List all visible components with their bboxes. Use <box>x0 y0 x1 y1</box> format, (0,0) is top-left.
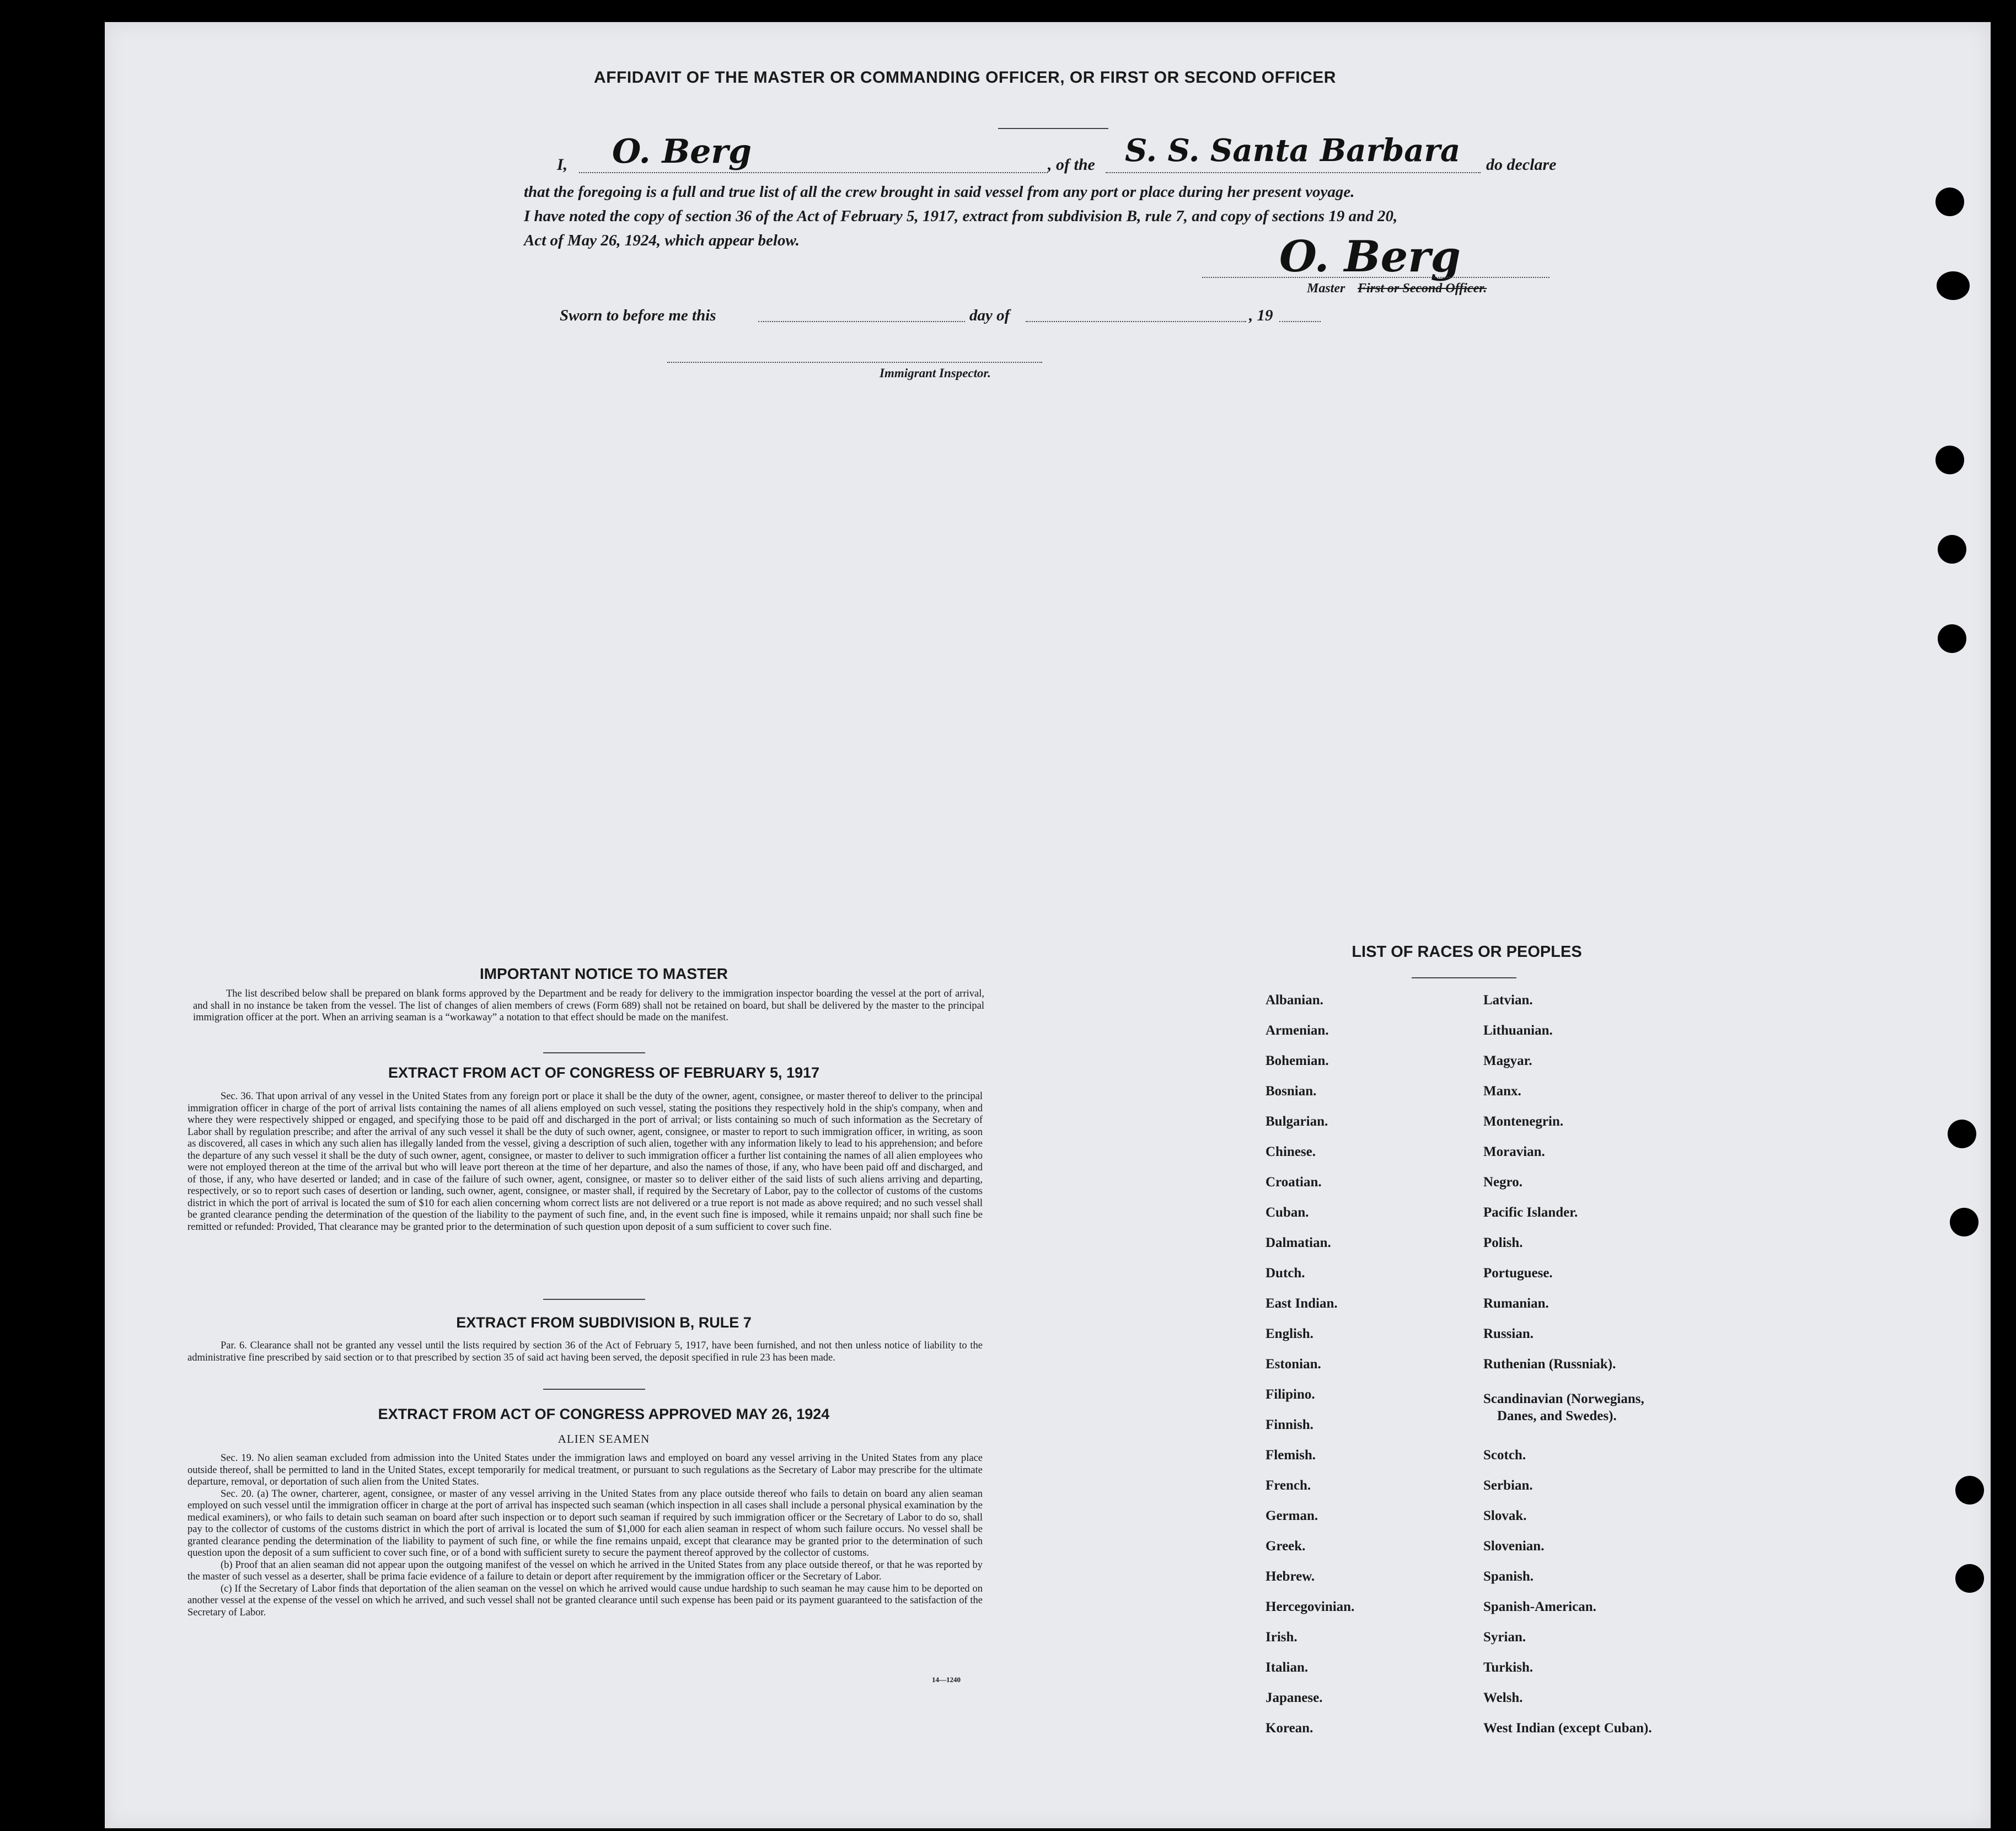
rule7-title: EXTRACT FROM SUBDIVISION B, RULE 7 <box>456 1314 752 1331</box>
of-the-label: , of the <box>1048 156 1095 174</box>
race-item: Pacific Islander. <box>1483 1205 1578 1220</box>
race-item: Italian. <box>1266 1660 1309 1675</box>
race-item: Dalmatian. <box>1266 1235 1331 1250</box>
section-divider <box>543 1389 645 1390</box>
punch-hole <box>1948 1120 1976 1148</box>
section-divider <box>543 1052 645 1053</box>
race-item: Estonian. <box>1266 1357 1321 1372</box>
sworn-label: Sworn to before me this <box>560 307 716 324</box>
race-item: English. <box>1266 1326 1313 1341</box>
race-item: Montenegrin. <box>1483 1114 1564 1129</box>
punch-hole <box>1955 1564 1984 1593</box>
race-item: Spanish-American. <box>1483 1599 1596 1614</box>
alien-seamen-subtitle: ALIEN SEAMEN <box>557 1432 650 1445</box>
punch-hole <box>1938 624 1966 653</box>
master-name-handwriting: O. Berg <box>612 132 752 171</box>
race-item: Finnish. <box>1266 1417 1313 1432</box>
race-item: Dutch. <box>1266 1266 1305 1281</box>
sec-20c-paragraph: (c) If the Secretary of Labor finds that deportation of the alien seaman on the vessel on which he arrived would cause undue hardship to such seaman he may cause him to be deported on another vessel at the expense of the vessel on which he arrived, and such vessel shall not be granted clearance until such expense has been paid or its payment guaranteed to the satisfaction of the Secretary of Labor. <box>187 1583 983 1618</box>
race-item: Croatian. <box>1266 1175 1322 1190</box>
sec-19-paragraph: Sec. 19. No alien seaman excluded from admission into the United States under the immigration laws and employed on board any vessel arriving in the United States from any place outside thereof, shall be permitted to land in the United States, except temporarily for medical treatment, or pursuant to such regulations as the Secretary of Labor may prescribe for the ultimate departure, removal, or deportation of such alien from the United States. <box>187 1453 983 1487</box>
race-item: Magyar. <box>1483 1053 1532 1068</box>
race-item: Syrian. <box>1483 1630 1526 1645</box>
form-number: 14—1240 <box>932 1675 961 1684</box>
race-item: Hercegovinian. <box>1266 1599 1355 1614</box>
year-label: , 19 <box>1249 307 1273 324</box>
race-item: Manx. <box>1483 1084 1521 1099</box>
races-title: LIST OF RACES OR PEOPLES <box>1352 943 1582 961</box>
race-item: Japanese. <box>1266 1690 1323 1705</box>
race-item: Welsh. <box>1483 1690 1523 1705</box>
section-divider <box>543 1299 645 1300</box>
race-item: Scandinavian (Norwegians, <box>1483 1391 1644 1406</box>
race-item: Armenian. <box>1266 1023 1329 1038</box>
race-item: Cuban. <box>1266 1205 1309 1220</box>
race-item: West Indian (except Cuban). <box>1483 1721 1652 1736</box>
race-item: Ruthenian (Russniak). <box>1483 1357 1616 1372</box>
affidavit-line-4: Act of May 26, 1924, which appear below. <box>524 232 800 249</box>
punch-hole <box>1935 446 1964 474</box>
race-item: Bohemian. <box>1266 1053 1329 1068</box>
do-declare-label: do declare <box>1486 156 1557 174</box>
sworn-month-line <box>1026 321 1246 322</box>
sec-20b-paragraph: (b) Proof that an alien seaman did not appear upon the outgoing manifest of the vessel on which he arrived in the United States from any place outside thereof, or that he was reported by the master of such vessel as a deserter, shall be prima facie evidence of a failure to detain or deport after requirement by the immigration officer or the Secretary of Labor. <box>187 1559 983 1582</box>
day-of-label: day of <box>969 307 1010 324</box>
rule7-body <box>187 1340 983 1364</box>
race-item: Flemish. <box>1266 1448 1316 1463</box>
notice-paragraph: The list described below shall be prepared on blank forms approved by the Department and be ready for delivery to the immigration inspector boarding the vessel at the port of arrival, and shall in no instance be taken from the vessel. The list of changes of alien members of crews (Form 689) shall not be retained on board, but shall be delivered by the master to the principal immigration officer at the port. When an arriving seaman is a “workaway” a notation to that effect should be made on the manifest. <box>193 988 984 1023</box>
punch-hole <box>1950 1208 1979 1236</box>
inspector-label: Immigrant Inspector. <box>880 366 991 380</box>
punch-hole <box>1955 1476 1984 1505</box>
master-label: Master <box>1307 281 1345 296</box>
par-6-paragraph: Par. 6. Clearance shall not be granted any vessel until the lists required by section 36 of the Act of February 5, 1917, have been furnished, and not then unless notice of liability to the administrative fine prescribed by said section or to that prescribed by section 35 of said act having been served, the deposit specified in rule 23 has been made. <box>187 1340 983 1363</box>
affidavit-line-2: that the foregoing is a full and true list of all the crew brought in said vessel from any port or place during her present voyage. <box>524 183 1355 201</box>
affidavit-line-3: I have noted the copy of section 36 of the Act of February 5, 1917, extract from subdivision B, rule 7, and copy of sections 19 and 20, <box>524 207 1398 225</box>
inspector-signature-line <box>667 362 1042 363</box>
race-item: German. <box>1266 1508 1318 1523</box>
punch-hole <box>1938 535 1966 564</box>
race-item: Turkish. <box>1483 1660 1534 1675</box>
sworn-year-line <box>1279 321 1321 322</box>
race-item: East Indian. <box>1266 1296 1338 1311</box>
master-signature: O. Berg <box>1279 232 1461 282</box>
punch-hole <box>1935 188 1964 216</box>
vessel-name-handwriting: S. S. Santa Barbara <box>1125 132 1461 169</box>
master-name-line <box>579 172 1048 173</box>
notice-body <box>193 988 984 1024</box>
race-item: Korean. <box>1266 1721 1313 1736</box>
races-divider <box>1412 977 1516 978</box>
punch-hole <box>1937 271 1970 300</box>
race-item: French. <box>1266 1478 1311 1493</box>
race-item: Irish. <box>1266 1630 1297 1645</box>
race-item: Hebrew. <box>1266 1569 1315 1584</box>
race-item: Negro. <box>1483 1175 1523 1190</box>
notice-title: IMPORTANT NOTICE TO MASTER <box>479 965 728 982</box>
race-item: Scotch. <box>1483 1448 1526 1463</box>
race-item: Moravian. <box>1483 1144 1545 1159</box>
race-item: Portuguese. <box>1483 1266 1553 1281</box>
race-item: Serbian. <box>1483 1478 1533 1493</box>
affiant-prefix: I, <box>557 156 568 174</box>
race-item: Spanish. <box>1483 1569 1534 1584</box>
extract-1917-body <box>187 1091 983 1233</box>
struck-officer-label: First or Second Officer. <box>1358 281 1487 296</box>
race-item: Rumanian. <box>1483 1296 1549 1311</box>
extract-1924-body <box>187 1453 983 1619</box>
race-item: Danes, and Swedes). <box>1497 1409 1617 1423</box>
race-item: Lithuanian. <box>1483 1023 1553 1038</box>
title-divider <box>998 128 1108 129</box>
race-item: Chinese. <box>1266 1144 1316 1159</box>
race-item: Polish. <box>1483 1235 1523 1250</box>
race-item: Slovenian. <box>1483 1539 1545 1554</box>
extract-1917-title: EXTRACT FROM ACT OF CONGRESS OF FEBRUARY 5, 1917 <box>388 1064 820 1081</box>
race-item: Slovak. <box>1483 1508 1527 1523</box>
race-item: Russian. <box>1483 1326 1534 1341</box>
race-item: Latvian. <box>1483 993 1533 1008</box>
vessel-name-line <box>1106 172 1481 173</box>
race-item: Bulgarian. <box>1266 1114 1328 1129</box>
race-item: Bosnian. <box>1266 1084 1317 1099</box>
sec-36-paragraph: Sec. 36. That upon arrival of any vessel in the United States from any foreign port or place it shall be the duty of the owner, agent, consignee, or master thereof to deliver to the principal immigration officer in charge of the port of arrival lists containing the names of all aliens employed on such vessel, stating the positions they respectively hold in the ship's company, when and where they were respectively shipped or engaged, and specifying those to be paid off and discharged in the port of arrival; or lists containing so much of such information as the Secretary of Labor shall by regulation prescribe; and after the arrival of any such vessel it shall be the duty of such owner, agent, consignee, or master to report to such immigration officer, in writing, as soon as discovered, all cases in which any such alien has illegally landed from the vessel, giving a description of such alien, together with any information likely to lead to his apprehension; and before the departure of any such vessel it shall be the duty of such owner, agent, consignee, or master to deliver to such immigration officer a further list containing the names of all alien employees who were not employed thereon at the time of the arrival but who will leave port thereon at the time of her departure, and also the names of those, if any, who have been paid off and discharged, and of those, if any, who have deserted or landed; and in case of the failure of such owner, agent, consignee, or master so to deliver either of the said lists of such aliens arriving and departing, respectively, or so to report such cases of desertion or landing, such owner, agent, consignee, or master shall, if required by the Secretary of Labor, pay to the collector of customs of the customs district in which the port of arrival is located the sum of $10 for each alien concerning whom correct lists are not delivered or a true report is not made as above required; and no such vessel shall be granted clearance pending the determination of the question of the liability to the payment of such fine, and, in the event such fine is imposed, while it remains unpaid; nor shall such fine be remitted or refunded: Provided, That clearance may be granted prior to the determination of such question upon deposit of a sum sufficient to cover such fine. <box>187 1091 983 1233</box>
sec-20a-paragraph: Sec. 20. (a) The owner, charterer, agent, consignee, or master of any vessel arriving in the United States from any place outside thereof who fails to detain on board any alien seaman employed on such vessel until the immigration officer in charge at the port of arrival has inspected such seaman (which inspection in all cases shall include a personal physical examination by the medical examiners), or who fails to detain such seaman on board after such inspection or to deport such seaman if required by such immigration officer or the Secretary of Labor to do so, shall pay to the collector of customs of the customs district in which the port of arrival is located the sum of $1,000 for each alien seaman in respect of whom such failure occurs. No vessel shall be granted clearance pending the determination of the liability to payment of such fine, or while the fine remains unpaid, except that clearance may be granted prior to the determination of such question upon the deposit of a sum sufficient to cover such fine, or of a bond with sufficient surety to secure the payment thereof approved by the collector of customs. <box>187 1488 983 1559</box>
race-item: Filipino. <box>1266 1387 1315 1402</box>
sworn-day-line <box>758 321 965 322</box>
signature-line <box>1202 277 1549 278</box>
race-item: Albanian. <box>1266 993 1323 1008</box>
race-item: Greek. <box>1266 1539 1306 1554</box>
affidavit-title: AFFIDAVIT OF THE MASTER OR COMMANDING OFFICER, OR FIRST OR SECOND OFFICER <box>594 68 1336 87</box>
extract-1924-title: EXTRACT FROM ACT OF CONGRESS APPROVED MAY 26, 1924 <box>378 1406 830 1422</box>
